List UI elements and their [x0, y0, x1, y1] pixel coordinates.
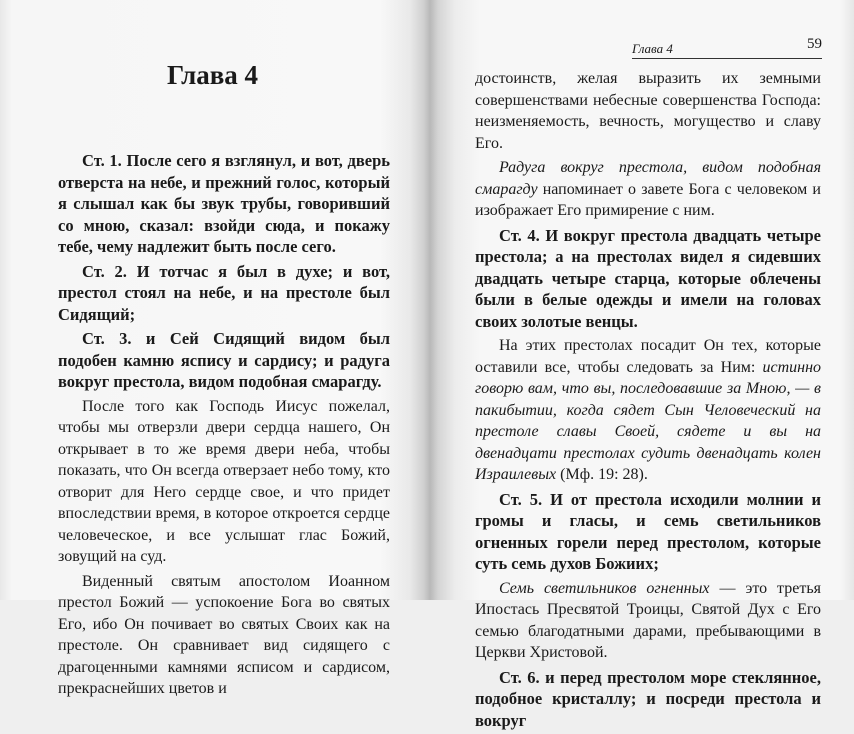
- left-text-column: [58, 150, 390, 703]
- text-run: — это третья Ипостась Пресвятой Троицы, Святой Дух с Его семью благодатными дарами, пребывающими в Церкви Христовой.: [475, 579, 821, 661]
- verse-paragraph: [475, 667, 821, 732]
- verse-1: Ст. 1. После сего я взглянул, и вот, дверь отверста на небе, и прежний голос, который я слышал как бы звук трубы, говоривший со мною, сказал: взойди сюда, и покажу тебе, чему надлежит быть после сего.: [58, 151, 390, 256]
- chapter-title: Глава 4: [166, 60, 259, 90]
- commentary-paragraph: [475, 68, 821, 154]
- text-run: Ст. 6. и перед престолом море стеклянное, подобное кристаллу; и посреди престола и вокруг: [475, 667, 821, 730]
- italic-quote: Радуга вокруг престола, видом подобная смарагду: [475, 159, 821, 198]
- running-head-title: Глава 4: [632, 41, 673, 56]
- page-number: 59: [807, 36, 822, 52]
- verse-3: Ст. 3. и Сей Сидящий видом был подобен камню яспису и сардису; и радуга вокруг престола, видом подобная смарагду.: [58, 329, 390, 391]
- right-page: [432, 0, 854, 730]
- left-page: [0, 0, 425, 697]
- text-run: напоминает о завете Бога с человеком и изображает Его примирение с ним.: [475, 180, 821, 219]
- commentary-paragraph: [475, 157, 821, 222]
- commentary-paragraph: [475, 578, 821, 664]
- italic-quote: истинно говорю вам, что вы, последовавшие за Мною, — в пакибытии, когда сядет Сын Человеческий на престоле славы Своей, сядете и вы на двенадцати престолах судить двенадцать колен Израилевых: [475, 358, 821, 483]
- verse-paragraph: [475, 489, 821, 575]
- commentary-paragraph: [475, 335, 821, 486]
- right-text-column: [475, 68, 821, 734]
- text-run: Ст. 5. И от престола исходили молнии и громы и гласы, и семь светильников огненных горели перед престолом, которые суть семь духов Божиих;: [475, 489, 821, 573]
- commentary-paragraph: После того как Господь Иисус пожелал, чтобы мы отверзли двери сердца нашего, Он открывает в то же время двери неба, чтобы показать, что Он всегда отверзает небо тому, кто отворит для Него сердце свое, и что придет впоследствии время, в которое откроется сердце человеческое, и все услышат глас Божий, зовущий на суд.: [58, 397, 390, 565]
- verse-paragraph: [475, 225, 821, 333]
- text-run: достоинств, желая выразить их земными совершенствами небесные совершенства Господа: неизменяемость, вечность, могущество и славу Его.: [475, 70, 821, 152]
- running-header: [632, 36, 822, 59]
- text-run: (Мф. 19: 28).: [556, 466, 648, 483]
- text-run: Ст. 4. И вокруг престола двадцать четыре престола; а на престолах видел я сидевших двадцать четыре старца, которые облечены были в белые одежды и имели на головах своих золотые венцы.: [475, 225, 821, 331]
- commentary-paragraph: Виденный святым апостолом Иоанном престол Божий — успокоение Бога во святых Его, ибо Он почивает во святых Своих как на престоле. Он сравнивает вид сидящего с драгоценными камнями ясписом и сардисом, прекраснейших цветов и: [58, 572, 390, 697]
- italic-quote: Семь светильников огненных: [499, 579, 710, 597]
- verse-2: Ст. 2. И тотчас я был в духе; и вот, престол стоял на небе, и на престоле был Сидящий;: [58, 261, 390, 324]
- text-run: На этих престолах посадит Он тех, которые оставили все, чтобы следовать за Ним:: [475, 337, 821, 376]
